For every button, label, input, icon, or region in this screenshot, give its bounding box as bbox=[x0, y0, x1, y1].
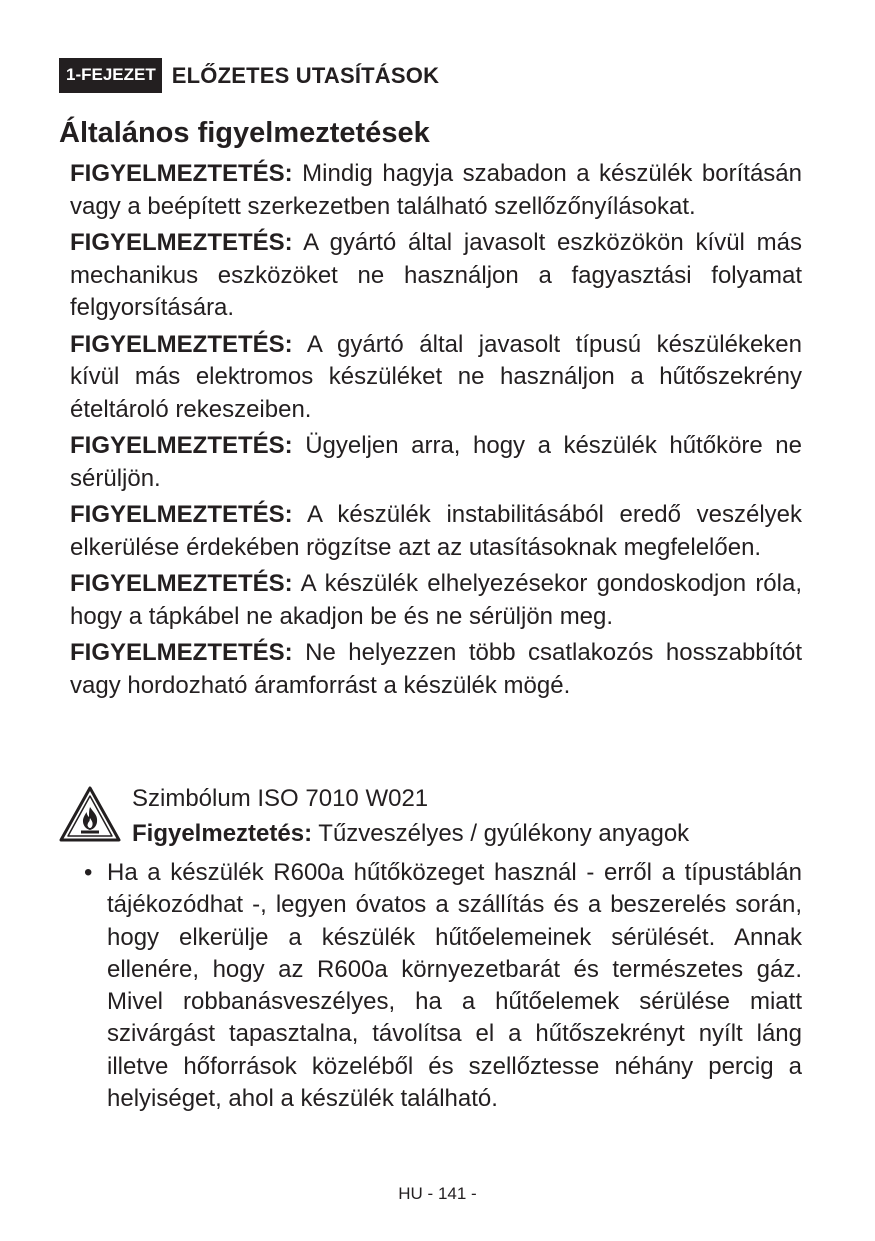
section-title: Általános figyelmeztetések bbox=[59, 117, 430, 149]
warning-paragraph bbox=[70, 568, 802, 633]
warning-paragraph bbox=[70, 430, 802, 495]
warnings-list bbox=[70, 158, 802, 706]
bullet-text: Ha a készülék R600a hűtőközeget használ - erről a típustáblán tájékozódhat -, legyen óvatos a szállítás és a beszerelés során, hogy elkerülje a készülék hűtőelemeinek sérülését. Annak ellenére, hogy az R600a környezetbarát és természetes gáz. Mivel robbanásveszélyes, ha a hűtőelemek sérülése miatt szivárgást tapasztalna, távolítsa el a hűtőszekrényt nyílt láng illetve hőforrások közeléből és szellőztesse néhány percig a helyiséget, ahol a készülék található. bbox=[107, 859, 802, 1113]
symbol-caption bbox=[132, 818, 689, 850]
flammable-warning-icon bbox=[58, 785, 122, 845]
warning-paragraph bbox=[70, 227, 802, 325]
warning-paragraph bbox=[70, 637, 802, 702]
warning-label: FIGYELMEZTETÉS: bbox=[70, 639, 293, 666]
warning-label: FIGYELMEZTETÉS: bbox=[70, 229, 293, 256]
chapter-header bbox=[59, 58, 439, 93]
warning-label: FIGYELMEZTETÉS: bbox=[70, 432, 293, 459]
warning-text: A gyártó által javasolt eszközökön kívül más mechanikus eszközöket ne használjon a fagyasztási folyamat felgyorsítására. bbox=[70, 229, 802, 321]
warning-text: A készülék elhelyezésekor gondoskodjon róla, hogy a tápkábel ne akadjon be és ne sérüljön meg. bbox=[70, 570, 802, 630]
warning-label: FIGYELMEZTETÉS: bbox=[70, 570, 293, 597]
warning-label: FIGYELMEZTETÉS: bbox=[70, 330, 293, 358]
warning-text: Ügyeljen arra, hogy a készülék hűtőköre ne sérüljön. bbox=[70, 432, 802, 492]
warning-paragraph bbox=[70, 499, 802, 564]
bullet-mark: • bbox=[84, 859, 93, 886]
chapter-badge: 1-FEJEZET bbox=[59, 58, 162, 93]
warning-text: Ne helyezzen több csatlakozós hosszabbítót vagy hordozható áramforrást a készülék mögé. bbox=[70, 639, 802, 699]
chapter-title: ELŐZETES UTASÍTÁSOK bbox=[171, 62, 440, 88]
warning-paragraph bbox=[70, 158, 802, 223]
warning-label: FIGYELMEZTETÉS: bbox=[70, 160, 293, 187]
bullet-item bbox=[84, 857, 802, 1115]
warning-text: A gyártó által javasolt típusú készülékeken kívül más elektromos készüléket ne használjon a hűtőszekrény ételtároló rekeszeiben. bbox=[70, 330, 802, 423]
warning-text: Mindig hagyja szabadon a készülék borításán vagy a beépített szerkezetben található szellőzőnyílásokat. bbox=[70, 160, 802, 220]
page-number: HU - 141 - bbox=[398, 1184, 477, 1203]
hazard-symbol-block bbox=[58, 783, 802, 853]
symbol-warning-label: Figyelmeztetés: bbox=[132, 820, 313, 847]
symbol-warning-text: Tűzveszélyes / gyúlékony anyagok bbox=[312, 820, 690, 847]
warning-label: FIGYELMEZTETÉS: bbox=[70, 501, 293, 528]
warning-paragraph bbox=[70, 329, 802, 427]
symbol-standard-text: Szimbólum ISO 7010 W021 bbox=[132, 785, 429, 812]
warning-text: A készülék instabilitásából eredő veszélyek elkerülése érdekében rögzítse azt az utasításoknak megfelelően. bbox=[70, 501, 802, 561]
